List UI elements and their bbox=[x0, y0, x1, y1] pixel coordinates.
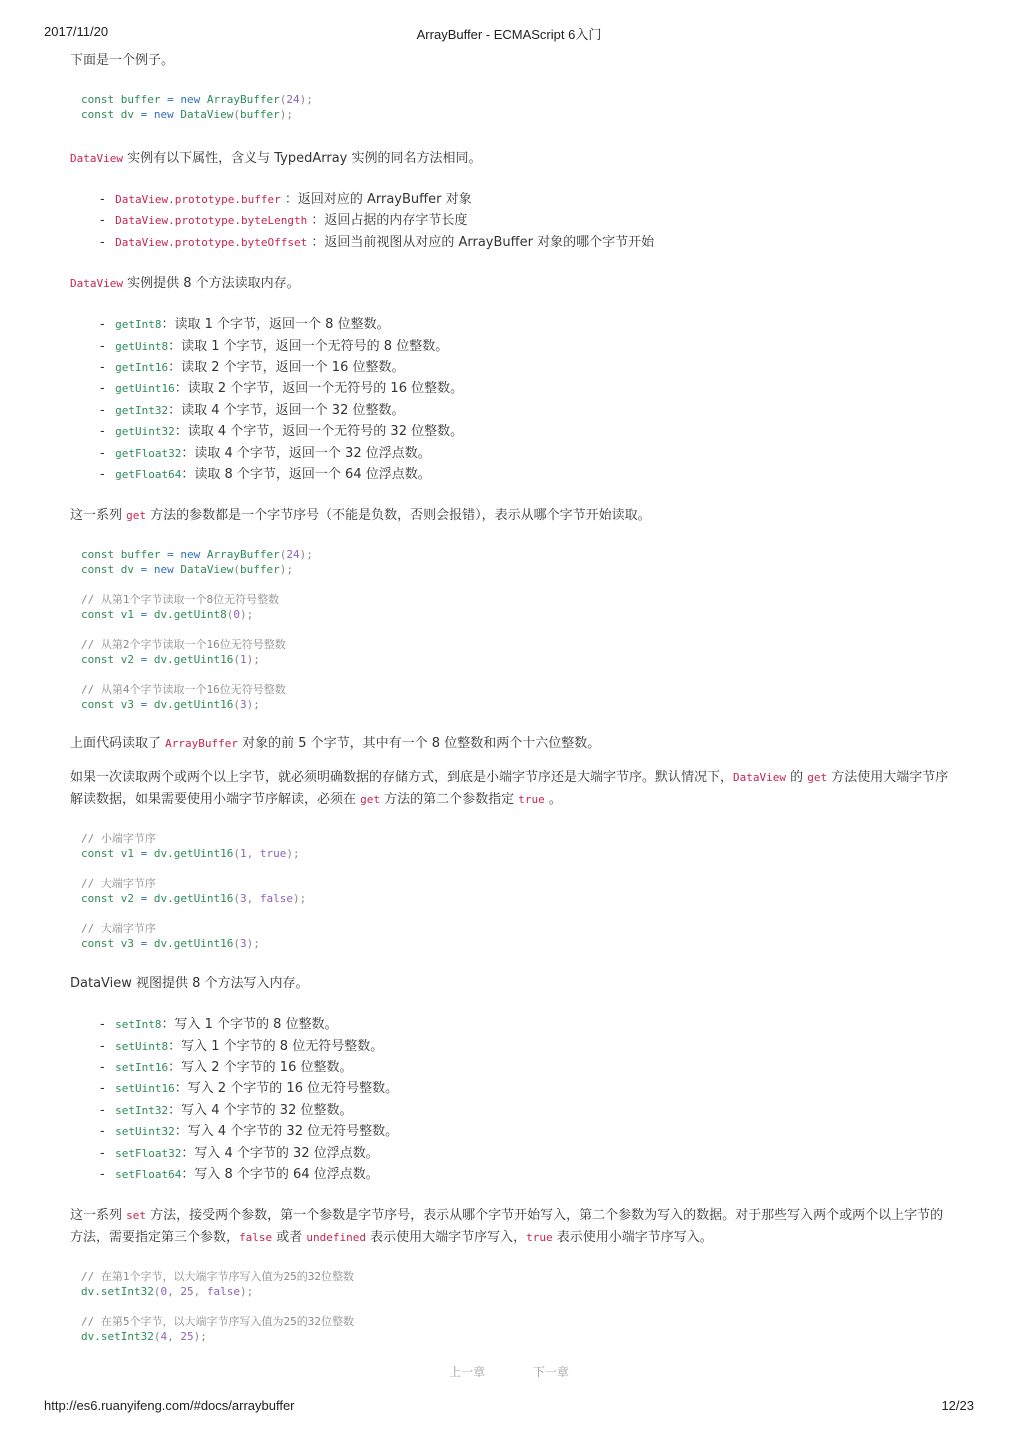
code-comment: // 大端字节序 bbox=[81, 922, 156, 936]
inline-code: get bbox=[360, 793, 381, 807]
prop-desc: ：返回对应的 ArrayBuffer 对象 bbox=[284, 192, 472, 207]
list-item: - setInt8：写入 1 个字节的 8 位整数。 bbox=[100, 1017, 338, 1033]
list-item: - setInt16：写入 2 个字节的 16 位整数。 bbox=[100, 1060, 353, 1076]
text-span: 的 bbox=[786, 770, 808, 786]
list-item: - DataView.prototype.byteOffset ：返回当前视图从对应的 ArrayBuffer 对象的哪个字节开始 bbox=[100, 234, 655, 250]
code-line: dv.setInt32(0, 25, false); bbox=[81, 1285, 254, 1299]
prop-code: DataView.prototype.buffer bbox=[115, 193, 281, 206]
text-span: 方法的第二个参数指定 bbox=[380, 792, 519, 808]
code-block-2 bbox=[70, 547, 950, 712]
text-span: 方法的参数都是一个字节序号（不能是负数，否则会报错），表示从哪个字节开始读取。 bbox=[146, 508, 651, 524]
inline-code: ArrayBuffer bbox=[165, 737, 238, 751]
props-list bbox=[70, 189, 950, 253]
list-item: - getFloat32：读取 4 个字节，返回一个 32 位浮点数。 bbox=[100, 445, 431, 461]
method-desc: ：写入 4 个字节的 32 位整数。 bbox=[168, 1102, 353, 1118]
list-item: - setUint8：写入 1 个字节的 8 位无符号整数。 bbox=[100, 1038, 384, 1054]
code-line: const v3 = dv.getUint16(3); bbox=[81, 937, 260, 951]
text-span: 或者 bbox=[272, 1230, 307, 1246]
set-series-paragraph bbox=[70, 1205, 950, 1249]
list-item: - getUint8：读取 1 个字节，返回一个无符号的 8 位整数。 bbox=[100, 338, 449, 354]
list-item: - getFloat64：读取 8 个字节，返回一个 64 位浮点数。 bbox=[100, 466, 431, 482]
method-code: getInt32 bbox=[115, 403, 169, 417]
inline-code: DataView bbox=[733, 771, 786, 785]
list-item: - setUint16：写入 2 个字节的 16 位无符号整数。 bbox=[100, 1081, 399, 1097]
text-span: 方法使用大端字节序解读数据，如果需要使用小端字节序解读，必须在 bbox=[70, 770, 949, 808]
text-span: 表示使用大端字节序写入， bbox=[366, 1230, 527, 1246]
list-item: - DataView.prototype.byteLength ：返回占据的内存字节长度 bbox=[100, 213, 468, 229]
method-code: setFloat64 bbox=[115, 1168, 182, 1182]
text-span: 对象的前 5 个字节，其中有一个 8 位整数和两个十六位整数。 bbox=[238, 736, 601, 752]
list-item: - setUint32：写入 4 个字节的 32 位无符号整数。 bbox=[100, 1124, 399, 1140]
text-span: 如果一次读取两个或两个以上字节，就必须明确数据的存储方式，到底是小端字节序还是大端字节序。默认情况下， bbox=[70, 770, 734, 786]
method-desc: ：写入 4 个字节的 32 位无符号整数。 bbox=[174, 1124, 399, 1140]
code-block-4 bbox=[70, 1269, 950, 1344]
code-line: const v1 = dv.getUint16(1, true); bbox=[81, 847, 300, 861]
method-desc: ：读取 2 个字节，返回一个无符号的 16 位整数。 bbox=[174, 381, 464, 397]
list-item: - getUint16：读取 2 个字节，返回一个无符号的 16 位整数。 bbox=[100, 381, 464, 397]
text-span: 。 bbox=[544, 792, 562, 808]
get-text: 实例提供 8 个方法读取内存。 bbox=[122, 276, 300, 292]
code-line: const buffer = new ArrayBuffer(24); bbox=[81, 93, 313, 106]
article-content bbox=[70, 50, 950, 1344]
code-line: const buffer = new ArrayBuffer(24); bbox=[81, 548, 313, 562]
list-item: - getUint32：读取 4 个字节，返回一个无符号的 32 位整数。 bbox=[100, 424, 464, 440]
print-title: ArrayBuffer - ECMAScript 6入门 bbox=[416, 27, 602, 42]
intro-paragraph: 下面是一个例子。 bbox=[70, 53, 175, 68]
method-desc: ：读取 4 个字节，返回一个 32 位浮点数。 bbox=[181, 445, 431, 461]
read-paragraph bbox=[70, 733, 950, 755]
print-date: 2017/11/20 bbox=[44, 24, 109, 39]
inline-code: DataView bbox=[70, 152, 123, 165]
method-code: setUint16 bbox=[115, 1082, 175, 1096]
chapter-pager bbox=[0, 1363, 1018, 1380]
endian-paragraph bbox=[70, 767, 950, 811]
code-line: const v2 = dv.getUint16(1); bbox=[81, 653, 260, 667]
method-code: getInt16 bbox=[115, 360, 169, 374]
method-desc: ：写入 8 个字节的 64 位浮点数。 bbox=[181, 1167, 379, 1183]
inline-code: false bbox=[239, 1231, 273, 1245]
prop-desc: ：返回占据的内存字节长度 bbox=[311, 213, 468, 229]
code-comment: // 大端字节序 bbox=[81, 877, 156, 891]
method-code: getInt8 bbox=[115, 318, 162, 332]
prop-code: DataView.prototype.byteOffset bbox=[115, 235, 308, 249]
inline-code: true bbox=[518, 793, 545, 807]
list-item: - getInt32：读取 4 个字节，返回一个 32 位整数。 bbox=[100, 402, 405, 418]
text-span: 上面代码读取了 bbox=[70, 736, 166, 752]
list-item: - getInt16：读取 2 个字节，返回一个 16 位整数。 bbox=[100, 359, 405, 375]
get-methods-list bbox=[70, 314, 950, 485]
method-code: getUint32 bbox=[115, 425, 175, 439]
code-block-1 bbox=[70, 92, 950, 122]
text-span: 这一系列 bbox=[70, 1208, 127, 1224]
method-desc: ：写入 2 个字节的 16 位整数。 bbox=[168, 1060, 353, 1076]
text-span: 这一系列 bbox=[70, 508, 127, 524]
method-code: getFloat64 bbox=[115, 467, 182, 481]
code-comment: // 从第2个字节读取一个16位无符号整数 bbox=[81, 638, 286, 652]
method-desc: ：写入 4 个字节的 32 位浮点数。 bbox=[181, 1145, 379, 1161]
code-comment: // 在第1个字节，以大端字节序写入值为25的32位整数 bbox=[81, 1270, 354, 1284]
method-code: setInt8 bbox=[115, 1018, 162, 1032]
list-item: - setFloat64：写入 8 个字节的 64 位浮点数。 bbox=[100, 1167, 379, 1183]
code-line: const v3 = dv.getUint16(3); bbox=[81, 698, 260, 712]
code-block-3 bbox=[70, 831, 950, 951]
text-span: 方法，接受两个参数，第一个参数是字节序号，表示从哪个字节开始写入，第二个参数为写入的数据。对于那些写入两个或两个以上字节的方法，需要指定第三个参数， bbox=[70, 1208, 944, 1246]
method-desc: ：写入 2 个字节的 16 位无符号整数。 bbox=[174, 1081, 399, 1097]
get-paragraph bbox=[70, 273, 950, 295]
code-line: const v2 = dv.getUint16(3, false); bbox=[81, 892, 307, 906]
prop-code: DataView.prototype.byteLength bbox=[115, 214, 308, 228]
inline-code: set bbox=[126, 1209, 147, 1223]
method-desc: ：写入 1 个字节的 8 位无符号整数。 bbox=[168, 1038, 384, 1054]
code-comment: // 从第1个字节读取一个8位无符号整数 bbox=[81, 593, 280, 607]
set-methods-list bbox=[70, 1014, 950, 1185]
method-desc: ：读取 1 个字节，返回一个无符号的 8 位整数。 bbox=[168, 338, 449, 354]
code-comment: // 在第5个字节，以大端字节序写入值为25的32位整数 bbox=[81, 1315, 354, 1329]
prop-desc: ：返回当前视图从对应的 ArrayBuffer 对象的哪个字节开始 bbox=[311, 234, 655, 250]
method-code: getUint8 bbox=[115, 339, 169, 353]
set-intro-paragraph: DataView 视图提供 8 个方法写入内存。 bbox=[70, 976, 309, 992]
code-comment: // 从第4个字节读取一个16位无符号整数 bbox=[81, 683, 286, 697]
inline-code: get bbox=[807, 771, 828, 785]
code-line: const dv = new DataView(buffer); bbox=[81, 108, 293, 121]
method-code: getUint16 bbox=[115, 382, 175, 396]
props-text: 实例有以下属性，含义与 TypedArray 实例的同名方法相同。 bbox=[122, 151, 482, 166]
method-desc: ：读取 1 个字节，返回一个 8 位整数。 bbox=[161, 317, 390, 333]
inline-code: undefined bbox=[306, 1231, 367, 1245]
method-desc: ：写入 1 个字节的 8 位整数。 bbox=[161, 1017, 338, 1033]
code-line: const v1 = dv.getUint8(0); bbox=[81, 608, 254, 622]
code-comment: // 小端字节序 bbox=[81, 832, 156, 846]
list-item: - setFloat32：写入 4 个字节的 32 位浮点数。 bbox=[100, 1145, 379, 1161]
method-code: setUint8 bbox=[115, 1039, 169, 1053]
method-code: setInt16 bbox=[115, 1061, 169, 1075]
method-code: setFloat32 bbox=[115, 1146, 182, 1160]
method-desc: ：读取 4 个字节，返回一个无符号的 32 位整数。 bbox=[174, 424, 464, 440]
method-desc: ：读取 8 个字节，返回一个 64 位浮点数。 bbox=[181, 466, 431, 482]
print-header bbox=[44, 24, 974, 42]
list-item: - getInt8：读取 1 个字节，返回一个 8 位整数。 bbox=[100, 317, 390, 333]
method-desc: ：读取 2 个字节，返回一个 16 位整数。 bbox=[168, 359, 405, 375]
print-footer bbox=[44, 1398, 974, 1416]
next-chapter-link[interactable]: 下一章 bbox=[532, 1365, 569, 1379]
inline-code: true bbox=[526, 1231, 553, 1245]
method-desc: ：读取 4 个字节，返回一个 32 位整数。 bbox=[168, 402, 405, 418]
method-code: setUint32 bbox=[115, 1125, 175, 1139]
inline-code: DataView bbox=[70, 277, 123, 291]
print-page-number: 12/23 bbox=[941, 1398, 974, 1413]
props-paragraph bbox=[70, 148, 950, 170]
method-code: getFloat32 bbox=[115, 446, 182, 460]
code-line: dv.setInt32(4, 25); bbox=[81, 1330, 207, 1344]
list-item: - setInt32：写入 4 个字节的 32 位整数。 bbox=[100, 1102, 353, 1118]
list-item: - DataView.prototype.buffer ：返回对应的 ArrayBuffer 对象 bbox=[100, 192, 472, 207]
print-url: http://es6.ruanyifeng.com/#docs/arraybuffer bbox=[44, 1398, 295, 1413]
method-code: setInt32 bbox=[115, 1103, 169, 1117]
prev-chapter-link[interactable]: 上一章 bbox=[449, 1365, 486, 1379]
inline-code: get bbox=[126, 509, 147, 523]
text-span: 表示使用小端字节序写入。 bbox=[552, 1230, 713, 1246]
get-series-paragraph bbox=[70, 505, 950, 527]
code-line: const dv = new DataView(buffer); bbox=[81, 563, 293, 577]
